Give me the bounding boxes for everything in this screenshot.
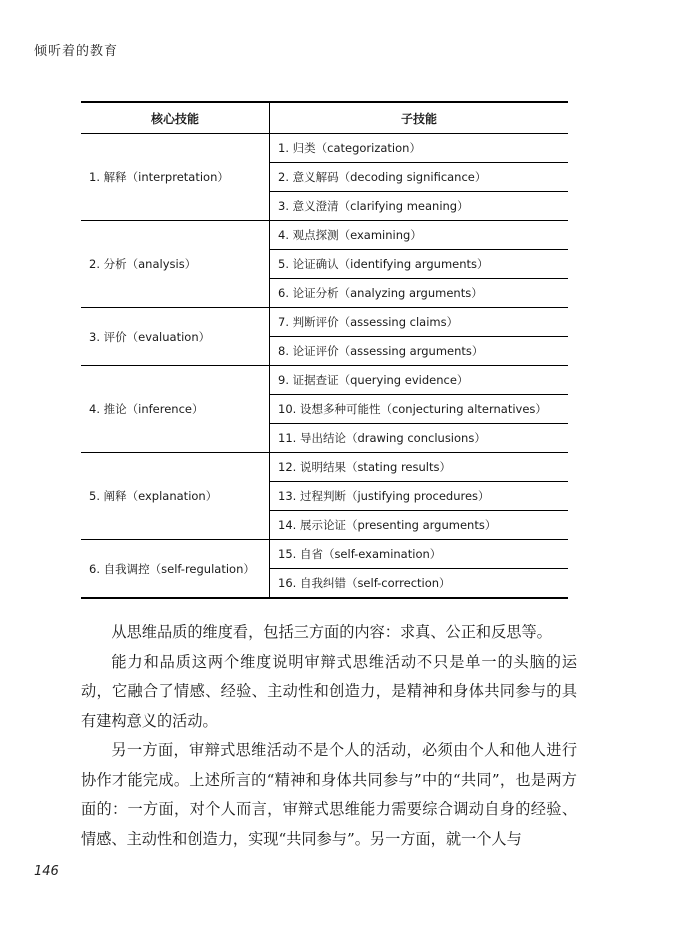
core-skill-cell: 6. 自我调控（self-regulation）	[81, 540, 270, 599]
table-row	[81, 308, 568, 337]
sub-skill-cell: 13. 过程判断（justifying procedures）	[270, 482, 569, 511]
body-text	[81, 618, 577, 854]
skills-table	[81, 101, 568, 599]
sub-skill-cell: 14. 展示论证（presenting arguments）	[270, 511, 569, 540]
paragraph: 另一方面，审辩式思维活动不是个人的活动，必须由个人和他人进行协作才能完成。上述所言的“精神和身体共同参与”中的“共同”，也是两方面的：一方面，对个人而言，审辩式思维能力需要综合调动自身的经验、情感、主动性和创造力，实现“共同参与”。另一方面，就一个人与	[81, 741, 577, 848]
running-head-title: 倾听着的教育	[34, 44, 119, 59]
sub-skill-cell: 10. 设想多种可能性（conjecturing alternatives）	[270, 395, 569, 424]
sub-skill-cell: 5. 论证确认（identifying arguments）	[270, 250, 569, 279]
table-row	[81, 540, 568, 569]
sub-skill-cell: 9. 证据查证（querying evidence）	[270, 366, 569, 395]
sub-skill-cell: 6. 论证分析（analyzing arguments）	[270, 279, 569, 308]
table-header-row	[81, 102, 568, 134]
table-row	[81, 134, 568, 163]
table-row	[81, 453, 568, 482]
sub-skill-cell: 11. 导出结论（drawing conclusions）	[270, 424, 569, 453]
core-skill-cell: 5. 阐释（explanation）	[81, 453, 270, 540]
sub-skill-cell: 16. 自我纠错（self-correction）	[270, 569, 569, 599]
paragraph: 能力和品质这两个维度说明审辩式思维活动不只是单一的头脑的运动，它融合了情感、经验、主动性和创造力，是精神和身体共同参与的具有建构意义的活动。	[81, 652, 577, 730]
sub-skill-cell: 8. 论证评价（assessing arguments）	[270, 337, 569, 366]
page-number: 146	[34, 864, 59, 879]
core-skill-cell: 3. 评价（evaluation）	[81, 308, 270, 366]
skills-table-body	[81, 134, 568, 599]
paragraph: 从思维品质的维度看，包括三方面的内容：求真、公正和反思等。	[111, 623, 552, 641]
sub-skill-cell: 15. 自省（self-examination）	[270, 540, 569, 569]
column-header-core: 核心技能	[81, 102, 270, 134]
core-skill-cell: 4. 推论（inference）	[81, 366, 270, 453]
sub-skill-cell: 1. 归类（categorization）	[278, 141, 421, 155]
sub-skill-cell: 3. 意义澄清（clarifying meaning）	[270, 192, 569, 221]
sub-skill-cell: 4. 观点探测（examining）	[270, 221, 569, 250]
table-row	[81, 221, 568, 250]
column-header-sub: 子技能	[270, 102, 569, 134]
sub-skill-cell: 12. 说明结果（stating results）	[270, 453, 569, 482]
core-skill-cell: 1. 解释（interpretation）	[81, 134, 270, 221]
table-row	[81, 366, 568, 395]
sub-skill-cell: 7. 判断评价（assessing claims）	[270, 308, 569, 337]
core-skill-cell: 2. 分析（analysis）	[81, 221, 270, 308]
sub-skill-cell: 2. 意义解码（decoding significance）	[270, 163, 569, 192]
